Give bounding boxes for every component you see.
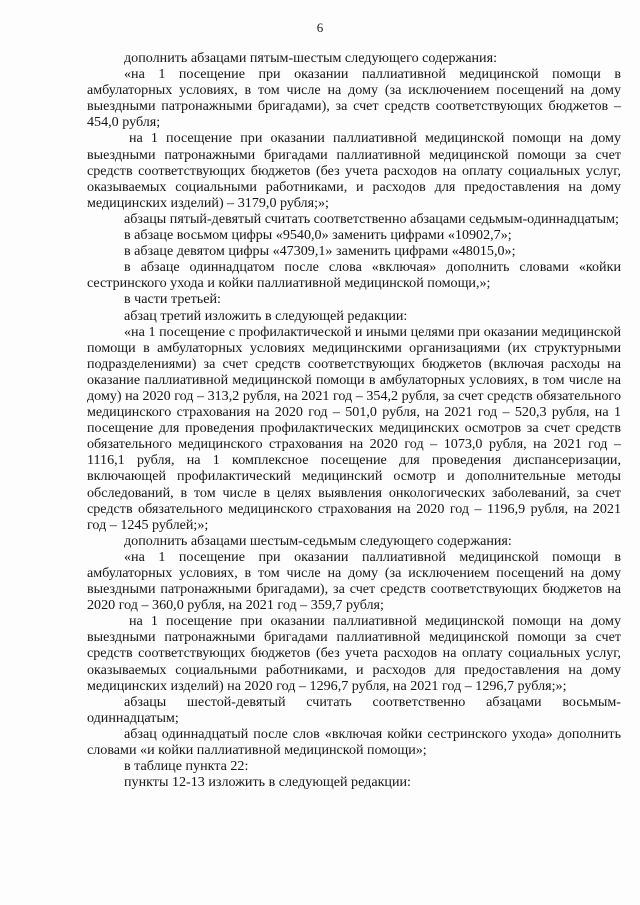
paragraph: абзацы шестой-девятый считать соответственно абзацами восьмым-одиннадцатым;	[87, 693, 621, 726]
paragraph: «на 1 посещение при оказании паллиативной медицинской помощи в амбулаторных условиях, в том числе на дому (за исключением посещений на дому выездными патронажными бригадами), за счет средств соответствующих бюджетов – 454,0 рубля;	[87, 66, 621, 131]
paragraph: пункты 12-13 изложить в следующей редакции:	[124, 774, 411, 791]
paragraph: абзац одиннадцатый после слов «включая койки сестринского ухода» дополнить словами «и койки паллиативной медицинской помощи»;	[87, 725, 621, 759]
paragraph: дополнить абзацами пятым-шестым следующего содержания:	[124, 50, 497, 66]
paragraph: «на 1 посещение с профилактической и иными целями при оказании медицинской помощи в амбулаторных условиях медицинскими организациями (их структурными подразделениями) за счет средств соответствующих бюджетов (включая расходы на оказание паллиативной медицинской помощи в амбулаторных условиях, в том числе на дому) на 2020 год – 313,2 рубля, на 2021 год – 354,2 рубля, за счет средств обязательного медицинского страхования на 2020 год – 501,0 рубля, на 2021 год – 520,3 рубля, на 1 посещение для проведения профилактических медицинских осмотров за счет средств обязательного медицинского страхования на 2020 год – 1073,0 рубля, на 2021 год – 1116,1 рубля, на 1 комплексное посещение для проведения диспансеризации, включающей профилактический медицинский осмотр и дополнительные методы обследований, в том числе в целях выявления онкологических заболеваний, за счет средств обязательного медицинского страхования на 2020 год – 1196,9 рубля, на 2021 год – 1245 рублей;»;	[87, 323, 621, 533]
paragraph: на 1 посещение при оказании паллиативной медицинской помощи на дому выездными патронажными бригадами паллиативной медицинской помощи за счет средств соответствующих бюджетов (без учета расходов на оплату социальных услуг, оказываемых социальными работниками, и расходов для предоставления на дому медицинских изделий) – 3179,0 рубля;»;	[87, 130, 621, 211]
paragraph: в абзаце восьмом цифры «9540,0» заменить цифрами «10902,7»;	[124, 227, 512, 244]
paragraph: в абзаце одиннадцатом после слова «включая» дополнить словами «койки сестринского ухода и койки паллиативной медицинской помощи,»;	[87, 259, 621, 292]
page-number: 6	[316, 20, 324, 35]
paragraph: в части третьей:	[124, 291, 221, 308]
paragraph: «на 1 посещение при оказании паллиативной медицинской помощи в амбулаторных условиях, в том числе на дому (за исключением посещений на дому выездными патронажными бригадами), за счет средств соответствующих бюджетов на 2020 год – 360,0 рубля, на 2021 год – 359,7 рубля;	[87, 548, 621, 614]
paragraph: дополнить абзацами шестым-седьмым следующего содержания:	[124, 532, 512, 549]
document-body	[87, 50, 621, 790]
paragraph: в абзаце девятом цифры «47309,1» заменить цифрами «48015,0»;	[124, 243, 516, 260]
paragraph: в таблице пункта 22:	[124, 758, 249, 775]
paragraph: абзацы пятый-девятый считать соответственно абзацами седьмым-одиннадцатым;	[124, 210, 619, 227]
paragraph: на 1 посещение при оказании паллиативной медицинской помощи на дому выездными патронажными бригадами паллиативной медицинской помощи за счет средств соответствующих бюджетов (без учета расходов на оплату социальных услуг, оказываемых социальными работниками, и расходов для предоставления на дому медицинских изделий) на 2020 год – 1296,7 рубля, на 2021 год – 1296,7 рубля;»;	[87, 613, 621, 694]
paragraph: абзац третий изложить в следующей редакции:	[124, 307, 408, 324]
